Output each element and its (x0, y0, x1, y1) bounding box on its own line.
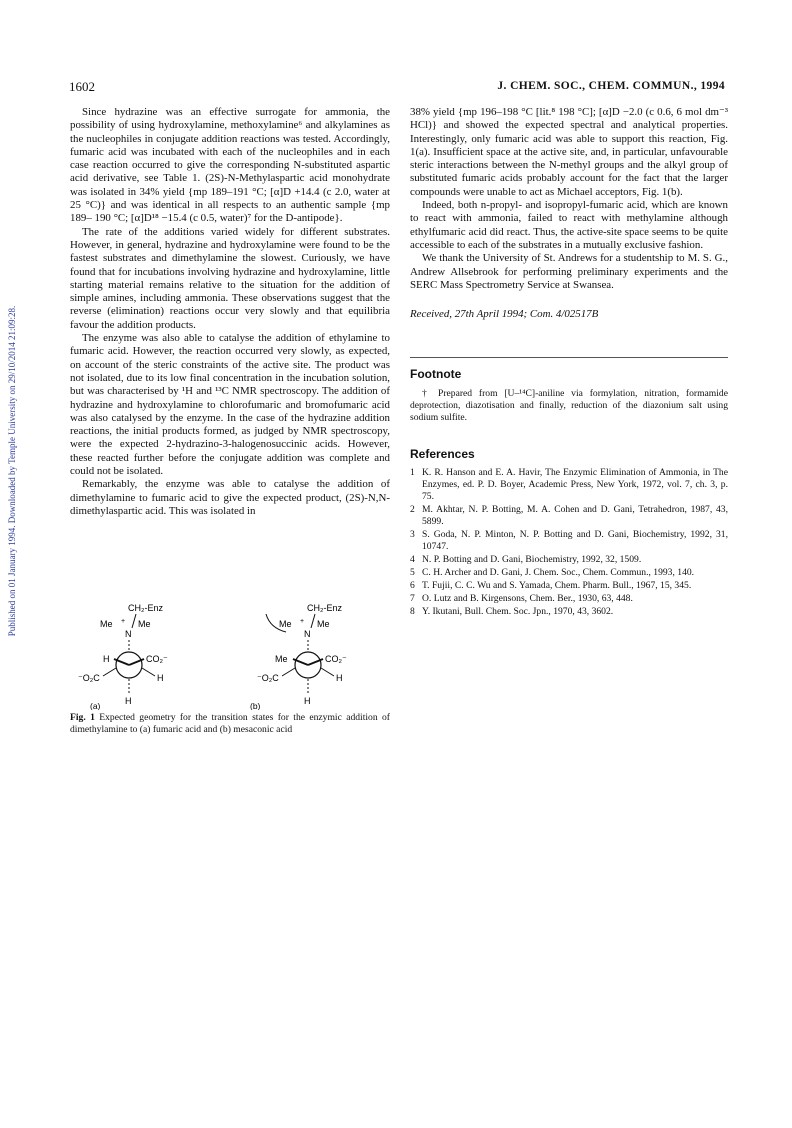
body-paragraph: The rate of the additions varied widely for different substrates. However, in general, hydrazine and hydroxylamine were found to be the fastest substrates and dimethylamine the slowest. Curiously, we have found that for incubations involving hydrazine and hydroxylamine, little starting material remains relative to the situation for the addition of simple amines, including ammonia. These observations suggest that the reverse (elimination) reactions occur very slowly and that equilibria favour the addition products. (70, 225, 390, 331)
reference-item (410, 580, 728, 592)
panel-b-n: N (304, 629, 311, 639)
section-divider (410, 357, 728, 358)
panel-b (250, 603, 347, 710)
references-heading: References (410, 446, 475, 461)
body-paragraph: Since hydrazine was an effective surrogate for ammonia, the possibility of using hydroxylamine, methoxylamine⁶ and alkylamines as the nucleophiles in conjugate addition reactions was tested. Accordingly, fumaric acid was incubated with each of the nucleophiles and in each case reaction occurred to give the corresponding N-substituted aspartic acid derivative, see Table 1. (2S)-N-Methylaspartic acid monohydrate was isolated in 34% yield {mp 189–191 °C; [α]D +14.4 (c 2.0, water at 25 °C)} and was identical in all respects to an authentic sample {mp 189– 190 °C; [α]D¹⁸ −15.4 (c 0.5, water)⁷ for the D-antipode}. (70, 106, 390, 225)
panel-b-ch2-enz: CH₂-Enz (307, 603, 342, 613)
reference-number: 4 (410, 554, 415, 566)
reference-text: M. Akhtar, N. P. Botting, M. A. Cohen and D. Gani, Tetrahedron, 1987, 43, 5899. (422, 504, 728, 528)
panel-a-co2-right: CO₂⁻ (146, 654, 168, 664)
panel-b-label: (b) (250, 701, 261, 710)
footnote-text: † Prepared from [U–¹⁴C]-aniline via formylation, nitration, formamide deprotection, diazotisation and finally, reduction of the diazonium salt using sodium sulfite. (410, 387, 728, 423)
publication-side-note: Published on 01 January 1994. Downloaded by Temple University on 29/10/2014 21:09:28. (7, 305, 17, 637)
panel-b-plus: + (300, 618, 305, 625)
panel-b-co2-right: CO₂⁻ (325, 654, 347, 664)
panel-a (78, 603, 168, 710)
reference-number: 5 (410, 567, 415, 579)
reference-item (410, 606, 728, 618)
reference-text: O. Lutz and B. Kirgensons, Chem. Ber., 1930, 63, 448. (422, 593, 633, 605)
panel-a-me-right: Me (138, 619, 151, 629)
panel-b-h-bottom: H (304, 696, 311, 706)
panel-a-h-left: H (103, 654, 110, 664)
reference-text: T. Fujii, C. C. Wu and S. Yamada, Chem. Pharm. Bull., 1967, 15, 345. (422, 580, 692, 592)
panel-a-ch2-enz: CH₂-Enz (128, 603, 163, 613)
reference-item (410, 504, 728, 528)
panel-a-h-bottom: H (125, 696, 132, 706)
left-column (70, 106, 390, 518)
reference-number: 6 (410, 580, 415, 592)
reference-item (410, 529, 728, 553)
reference-number: 8 (410, 606, 415, 618)
figure-1-diagram (70, 602, 390, 710)
reference-item (410, 554, 728, 566)
reference-text: C. H. Archer and D. Gani, J. Chem. Soc., Chem. Commun., 1993, 140. (422, 567, 695, 579)
panel-b-me-sub: Me (275, 654, 288, 664)
panel-a-h-right: H (157, 673, 164, 683)
reference-text: Y. Ikutani, Bull. Chem. Soc. Jpn., 1970, 43, 3602. (422, 606, 614, 618)
body-paragraph: The enzyme was also able to catalyse the addition of ethylamine to fumaric acid. However, the reaction occurred very slowly, as expected, on account of the steric constraints of the active site. The product was not isolated, due to its low final concentration in the incubation solution, but was characterised by ¹H and ¹³C NMR spectroscopy. The addition of hydrazine and hydroxylamine to chlorofumaric and bromofumaric acid was also catalysed by the enzyme. In the case of the hydrazine addition reactions, the initial products formed, as judged by NMR spectroscopy, were the expected 2-hydrazino-3-halogenosuccinic acids. However, these reacted further before the conjugate addition was complete and could not be isolated. (70, 332, 390, 478)
journal-header: J. CHEM. SOC., CHEM. COMMUN., 1994 (497, 80, 725, 92)
reference-text: K. R. Hanson and E. A. Havir, The Enzymic Elimination of Ammonia, in The Enzymes, ed. P. D. Boyer, Academic Press, New York, 1972, vol. 7, ch. 3, p. 75. (422, 467, 728, 503)
page-number: 1602 (69, 79, 95, 94)
panel-a-me-left: Me (100, 619, 113, 629)
panel-b-me-left: Me (279, 619, 292, 629)
references-section (410, 448, 728, 618)
panel-a-label: (a) (90, 701, 101, 710)
received-line: Received, 27th April 1994; Com. 4/02517B (410, 308, 599, 321)
panel-b-o2c-left: ⁻O₂C (257, 673, 279, 683)
reference-number: 7 (410, 593, 415, 605)
body-paragraph: Remarkably, the enzyme was able to catalyse the addition of dimethylamine to fumaric acid to give the expected product, (2S)-N,N-dimethylaspartic acid. This was isolated in (70, 478, 390, 517)
figure-caption-label: Fig. 1 (70, 712, 95, 723)
panel-a-n: N (125, 629, 132, 639)
reference-number: 2 (410, 504, 415, 516)
figure-caption-text: Expected geometry for the transition states for the enzymic addition of dimethylamine to (a) fumaric acid and (b) mesaconic acid (70, 712, 390, 735)
body-paragraph: Indeed, both n-propyl- and isopropyl-fumaric acid, which are known to react with ammonia, failed to react with methylamine although ethylfumaric acid did react. Thus, the active-site space seems to be quite accessible to each of the substrates in a mutually exclusive fashion. (410, 199, 728, 251)
body-paragraph: 38% yield {mp 196–198 °C [lit.⁸ 198 °C]; [α]D −2.0 (c 0.6, 6 mol dm⁻³ HCl)} and showed the expected spectral and analytical properties. Interestingly, only fumaric acid was able to support this reaction, Fig. 1(a). Insufficient space at the active site, and, in particular, unfavourable steric interactions between the N-methyl groups and the alkyl group of substituted fumaric acids probably account for the fact that the larger compounds were unable to act as Michael acceptors, Fig. 1(b). (410, 106, 728, 198)
reference-text: S. Goda, N. P. Minton, N. P. Botting and D. Gani, Biochemistry, 1992, 31, 10747. (422, 529, 728, 553)
figure-caption (70, 712, 390, 736)
right-column (410, 106, 728, 619)
panel-b-h-right: H (336, 673, 343, 683)
reference-item (410, 567, 728, 579)
reference-number: 3 (410, 529, 415, 541)
body-paragraph: We thank the University of St. Andrews for a studentship to M. S. G., Andrew Allsebrook for performing preliminary experiments and the SERC Mass Spectrometry Service at Swansea. (410, 252, 728, 291)
panel-a-plus: + (121, 618, 126, 625)
reference-number: 1 (410, 467, 415, 479)
reference-text: N. P. Botting and D. Gani, Biochemistry, 1992, 32, 1509. (422, 554, 642, 566)
panel-b-me-right: Me (317, 619, 330, 629)
reference-item (410, 467, 728, 503)
reference-item (410, 593, 728, 605)
panel-a-o2c-left: ⁻O₂C (78, 673, 100, 683)
footnote-heading: Footnote (410, 367, 462, 382)
